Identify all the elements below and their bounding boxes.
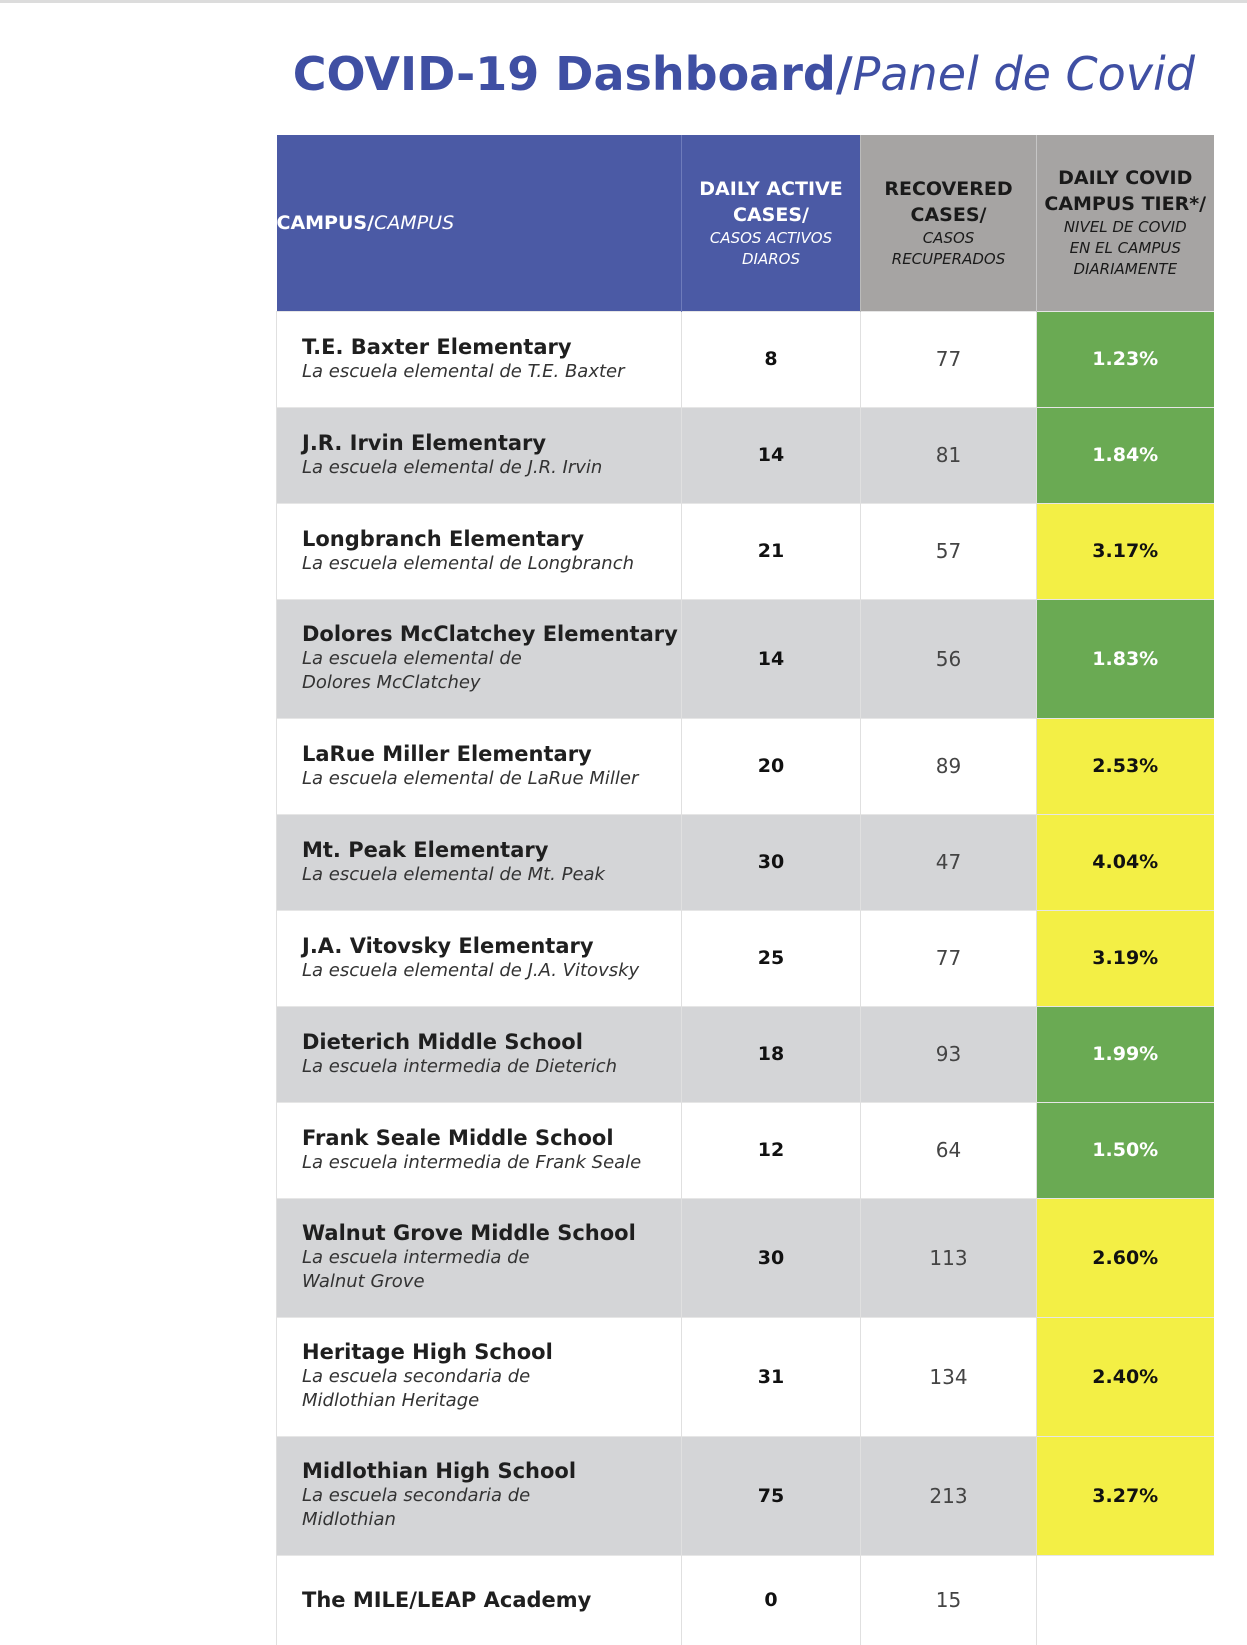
header-tier-en: DAILY COVID CAMPUS TIER*/ (1044, 167, 1207, 216)
header-recovered (861, 135, 1037, 311)
table-row (277, 503, 1214, 599)
active-cases-value: 31 (757, 1365, 785, 1388)
active-cases-cell (682, 1198, 861, 1317)
recovered-cases-value: 113 (929, 1245, 968, 1270)
campus-cell (277, 1555, 682, 1645)
recovered-cases-cell (861, 1006, 1037, 1102)
active-cases-cell (682, 311, 861, 407)
header-campus-tier (1037, 135, 1214, 311)
recovered-cases-cell (861, 311, 1037, 407)
active-cases-value: 0 (764, 1589, 778, 1612)
table-row (277, 1102, 1214, 1198)
campus-tier-cell (1037, 1006, 1214, 1102)
campus-name-spanish: La escuela elemental de Mt. Peak (302, 863, 605, 885)
active-cases-cell (682, 599, 861, 718)
active-cases-value: 20 (757, 755, 785, 777)
active-cases-value: 75 (757, 1484, 785, 1507)
campus-tier-cell (1037, 1317, 1214, 1436)
campus-tier-value: 4.04% (1092, 851, 1159, 873)
recovered-cases-cell (861, 1102, 1037, 1198)
campus-tier-value: 2.60% (1092, 1246, 1159, 1269)
recovered-cases-value: 77 (935, 946, 962, 970)
campus-name: Dolores McClatchey Elementary (302, 622, 678, 646)
header-active-en: DAILY ACTIVE CASES/ (699, 177, 843, 226)
active-cases-cell (682, 1006, 861, 1102)
recovered-cases-value: 64 (935, 1138, 962, 1162)
campus-tier-value: 2.53% (1092, 755, 1159, 777)
campus-tier-value: 3.17% (1092, 540, 1159, 562)
recovered-cases-cell (861, 718, 1037, 814)
covid-dashboard-table (276, 135, 1214, 1645)
active-cases-value: 14 (757, 647, 785, 670)
campus-name-spanish: La escuela elemental de J.A. Vitovsky (302, 959, 640, 981)
header-campus-en: CAMPUS/ (276, 211, 375, 234)
campus-name: Dieterich Middle School (302, 1029, 583, 1054)
campus-tier-cell (1037, 1198, 1214, 1317)
campus-name: Walnut Grove Middle School (302, 1221, 636, 1245)
campus-cell (277, 910, 682, 1006)
recovered-cases-cell (861, 1436, 1037, 1555)
table-row (277, 599, 1214, 718)
campus-cell (277, 814, 682, 910)
campus-tier-value: 3.19% (1092, 947, 1159, 969)
campus-name: Longbranch Elementary (302, 526, 585, 551)
campus-cell (277, 1198, 682, 1317)
campus-cell (277, 718, 682, 814)
campus-name: Mt. Peak Elementary (302, 837, 549, 862)
active-cases-cell (682, 407, 861, 503)
recovered-cases-cell (861, 1555, 1037, 1645)
campus-cell (277, 1102, 682, 1198)
active-cases-value: 12 (757, 1139, 785, 1161)
campus-tier-cell (1037, 599, 1214, 718)
campus-cell (277, 1006, 682, 1102)
active-cases-value: 30 (757, 1246, 785, 1269)
campus-tier-value: 1.23% (1092, 348, 1159, 370)
campus-cell (277, 1317, 682, 1436)
table-row (277, 1436, 1214, 1555)
recovered-cases-value: 213 (929, 1483, 968, 1508)
table-row (277, 1198, 1214, 1317)
table-row (277, 910, 1214, 1006)
page-title (293, 44, 1195, 104)
header-active-es: CASOS ACTIVOS DIAROS (709, 228, 833, 268)
recovered-cases-cell (861, 503, 1037, 599)
campus-name: Heritage High School (302, 1340, 553, 1364)
table-row (277, 407, 1214, 503)
campus-tier-cell (1037, 1102, 1214, 1198)
table-row (277, 311, 1214, 407)
campus-tier-value: 1.84% (1092, 444, 1159, 466)
active-cases-cell (682, 910, 861, 1006)
header-campus (277, 135, 682, 311)
recovered-cases-cell (861, 407, 1037, 503)
campus-cell (277, 407, 682, 503)
table-row (277, 1006, 1214, 1102)
table-header-row (277, 135, 1214, 311)
recovered-cases-value: 15 (935, 1588, 962, 1613)
campus-tier-cell (1037, 718, 1214, 814)
recovered-cases-value: 56 (935, 646, 962, 671)
recovered-cases-value: 77 (935, 347, 962, 371)
header-campus-es: CAMPUS (374, 211, 455, 234)
table-row (277, 1555, 1214, 1645)
campus-name: Frank Seale Middle School (302, 1125, 614, 1150)
top-divider (0, 0, 1247, 3)
campus-tier-value: 3.27% (1092, 1484, 1159, 1507)
active-cases-value: 21 (757, 540, 785, 562)
active-cases-cell (682, 1555, 861, 1645)
campus-name-spanish: La escuela elemental de Dolores McClatchey (302, 648, 522, 693)
recovered-cases-cell (861, 910, 1037, 1006)
campus-tier-value: 1.50% (1092, 1139, 1159, 1161)
campus-name-spanish: La escuela elemental de Longbranch (302, 552, 635, 574)
table-row (277, 718, 1214, 814)
campus-cell (277, 1436, 682, 1555)
campus-name-spanish: La escuela intermedia de Frank Seale (302, 1151, 642, 1173)
campus-name: LaRue Miller Elementary (302, 741, 592, 766)
title-english: COVID-19 Dashboard/ (292, 47, 853, 101)
campus-name: T.E. Baxter Elementary (302, 334, 572, 359)
recovered-cases-value: 89 (935, 754, 962, 778)
recovered-cases-value: 81 (935, 443, 962, 467)
campus-tier-cell (1037, 503, 1214, 599)
campus-tier-cell (1037, 1436, 1214, 1555)
active-cases-cell (682, 718, 861, 814)
campus-tier-cell (1037, 814, 1214, 910)
campus-cell (277, 599, 682, 718)
campus-tier-value: 1.83% (1092, 647, 1159, 670)
active-cases-cell (682, 503, 861, 599)
recovered-cases-cell (861, 1317, 1037, 1436)
active-cases-cell (682, 1317, 861, 1436)
campus-name: J.R. Irvin Elementary (302, 430, 547, 455)
table-body (277, 311, 1214, 1645)
campus-name-spanish: La escuela intermedia de Walnut Grove (302, 1247, 530, 1292)
active-cases-value: 25 (757, 947, 785, 969)
header-tier-es: NIVEL DE COVID EN EL CAMPUS DIARIAMENTE (1063, 218, 1187, 279)
recovered-cases-cell (861, 599, 1037, 718)
table-row (277, 814, 1214, 910)
campus-name-spanish: La escuela intermedia de Dieterich (302, 1055, 618, 1077)
campus-cell (277, 503, 682, 599)
recovered-cases-value: 47 (935, 850, 962, 874)
header-recovered-es: CASOS RECUPERADOS (891, 228, 1006, 268)
active-cases-cell (682, 1436, 861, 1555)
active-cases-value: 30 (757, 851, 785, 873)
campus-cell (277, 311, 682, 407)
active-cases-value: 14 (757, 444, 785, 466)
title-spanish: Panel de Covid (852, 47, 1195, 101)
table-row (277, 1317, 1214, 1436)
recovered-cases-value: 134 (929, 1364, 968, 1389)
campus-name: The MILE/LEAP Academy (302, 1587, 592, 1612)
active-cases-value: 8 (764, 348, 778, 370)
campus-name-spanish: La escuela elemental de LaRue Miller (302, 767, 639, 789)
campus-tier-cell (1037, 910, 1214, 1006)
campus-name: Midlothian High School (302, 1459, 577, 1483)
campus-name: J.A. Vitovsky Elementary (302, 933, 594, 958)
active-cases-cell (682, 814, 861, 910)
campus-tier-cell (1037, 311, 1214, 407)
campus-tier-cell (1037, 1555, 1214, 1645)
campus-tier-value: 1.99% (1092, 1043, 1159, 1065)
recovered-cases-cell (861, 814, 1037, 910)
campus-name-spanish: La escuela elemental de T.E. Baxter (302, 360, 625, 382)
campus-name-spanish: La escuela secondaria de Midlothian (302, 1485, 531, 1530)
recovered-cases-value: 57 (935, 539, 962, 563)
campus-tier-value: 2.40% (1092, 1365, 1159, 1388)
campus-name-spanish: La escuela elemental de J.R. Irvin (302, 456, 603, 478)
recovered-cases-value: 93 (935, 1042, 962, 1066)
recovered-cases-cell (861, 1198, 1037, 1317)
campus-name-spanish: La escuela secondaria de Midlothian Heritage (302, 1366, 531, 1411)
header-recovered-en: RECOVERED CASES/ (884, 177, 1013, 226)
active-cases-cell (682, 1102, 861, 1198)
campus-tier-cell (1037, 407, 1214, 503)
header-daily-active (682, 135, 861, 311)
active-cases-value: 18 (757, 1043, 785, 1065)
